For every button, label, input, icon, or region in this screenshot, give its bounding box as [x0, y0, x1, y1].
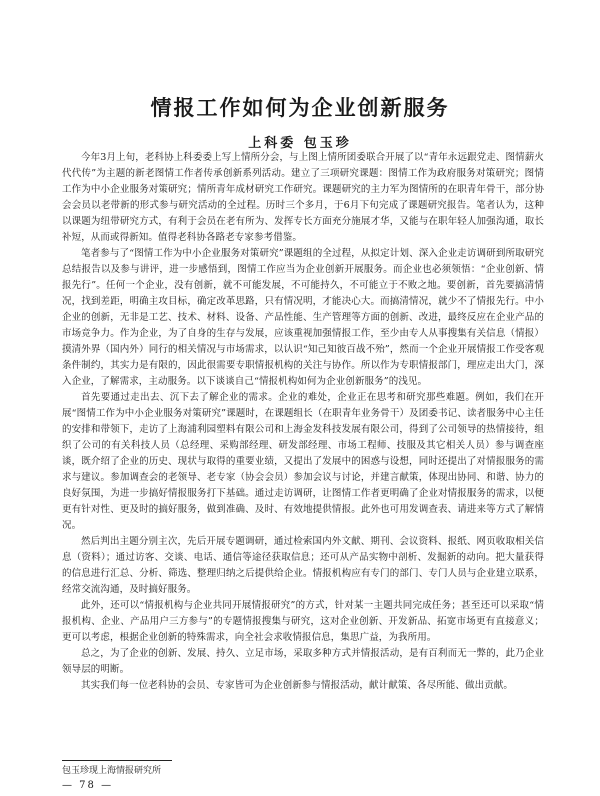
author-affiliation: 包玉珍现上海情报研究所 — [62, 766, 162, 776]
paragraph: 首先要通过走出去、沉下去了解企业的需求。企业的难处，企业正在思考和研究那些难题。例如，我们在开展“图情工作为中小企业服务对策研究”课题时，在课题组长（在职青年业务骨干）及团委书记、读者服务中心主任的安排和带领下，走访了上海浦利园塑料有限公司和上海金发科技发展有限公司，得到了公司领导的热情接待，组织了公司的有关科技人员（总经理、采购部经理、研发部经理、市场工程师、技服及其它相关人员）参与调查座谈，既介绍了企业的历史、现状与取得的重要业绩，又提出了发展中的困惑与设想，同时还提出了对情报服务的需求与建议。参加调查会的老领导、老专家（协会会员）参加会议与讨论，并建言献策，体现出协同、和谐、协力的良好氛围，为进一步搞好情报服务打下基础。通过走访调研，让图情工作者更明确了企业对情报服务的需求，以便更有针对性、更及时的搞好服务，做到准确、及时、有效地提供情报。此外也可用发调查表、请进来等方式了解情况。 — [62, 392, 544, 531]
article-authors: 上科委 包玉珍 — [248, 136, 352, 151]
paragraph: 此外，还可以“情报机构与企业共同开展情报研究”的方式，针对某一主题共同完成任务；甚至还可以采取“情报机构、企业、产品用户三方参与”的专题情报搜集与研究，这对企业创新、开发新品、拓宽市场更有直接意义；更可以考虑，根据企业创新的特殊需求，向全社会求收情报信息，集思广益，为我所用。 — [62, 600, 544, 643]
paragraph: 今年3月上旬，老科协上科委委上写上情所分会，与上图上情所团委联合开展了以“青年永远跟党走、图情薪火代代传”为主题的新老图情工作者传承创新系列活动。建立了三项研究课题：图情工作为政府服务对策研究；图情工作为中小企业服务对策研究；情所青年成材研究工作研究。课题研究的主力军为图情所的在职青年骨干，部分协会会员以老带新的形式参与研究活动的全过程。历时三个多月，于6月下旬完成了课题研究报告。笔者认为，这种以课题为纽带研究方式，有利于会员在老有所为、发挥专长方面充分施展才华，又能与在职年轻人加强沟通，取长补短，从而或得新知。值得老科协各路老专家参考借鉴。 — [62, 152, 544, 243]
article-title: 情报工作如何为企业创新服务 — [150, 96, 450, 120]
article-body — [62, 150, 544, 694]
paragraph: 笔者参与了“图情工作为中小企业服务对策研究”课题组的全过程，从拟定计划、深入企业走访调研到所取研究总结报告以及参与讲评，进一步感悟到，图情工作应当为企业创新开展服务。而企业也必须领悟：“企业创新、情报先行”。任何一个企业，没有创新，就不可能发展，不可能持久，不可能立于不败之地。要创新，首先要搞清情况，找到差距，明确主攻目标，确定改革思路，只有情况明，才能决心大。而搞清情况，就少不了情报先行。中小企业的创新，无非是工艺、技术、材料、设备、产品性能、生产管理等方面的创新、改进，最终反应在企业产品的市场竞争力。作为企业，为了自身的生存与发展，应该重视加强情报工作，至少由专人从事搜集有关信息（情报）摸清外界（国内外）同行的相关情况与市场需求，以认识“知己知彼百战不殆”，然而一个企业开展情报工作受客观条件制约，其实力是有限的，因此很需要专职情报机构的关注与协作。所以作为专职情报部门，理应走出大门，深入企业，了解需求，主动服务。以下谈谈自己“情报机构如何为企业创新服务”的浅见。 — [62, 248, 544, 387]
paragraph: 其实我们每一位老科协的会员、专家皆可为企业创新参与情报活动，献计献策、各尽所能、做出贡献。 — [81, 680, 514, 691]
page-number: — 78 — — [62, 780, 114, 791]
footnote-divider — [62, 760, 172, 761]
paragraph: 然后判出主题分别主次，先后开展专题调研，通过检索国内外文献、期刊、会议资料、报纸、网页收取相关信息（资料）；通过访客、交谈、电话、通信等途径获取信息；还可从产品实物中剖析、发掘新的动向。把大量获得的信息进行汇总、分析、筛选、整理归纳之后提供给企业。情报机构应有专门的部门、专门人员与企业建立联系，经常交流沟通，及时搞好服务。 — [62, 536, 544, 595]
paragraph: 总之，为了企业的创新、发展、持久、立足市场，采取多种方式并情报活动，是有百利而无一弊的，此乃企业领导层的明断。 — [62, 648, 544, 675]
